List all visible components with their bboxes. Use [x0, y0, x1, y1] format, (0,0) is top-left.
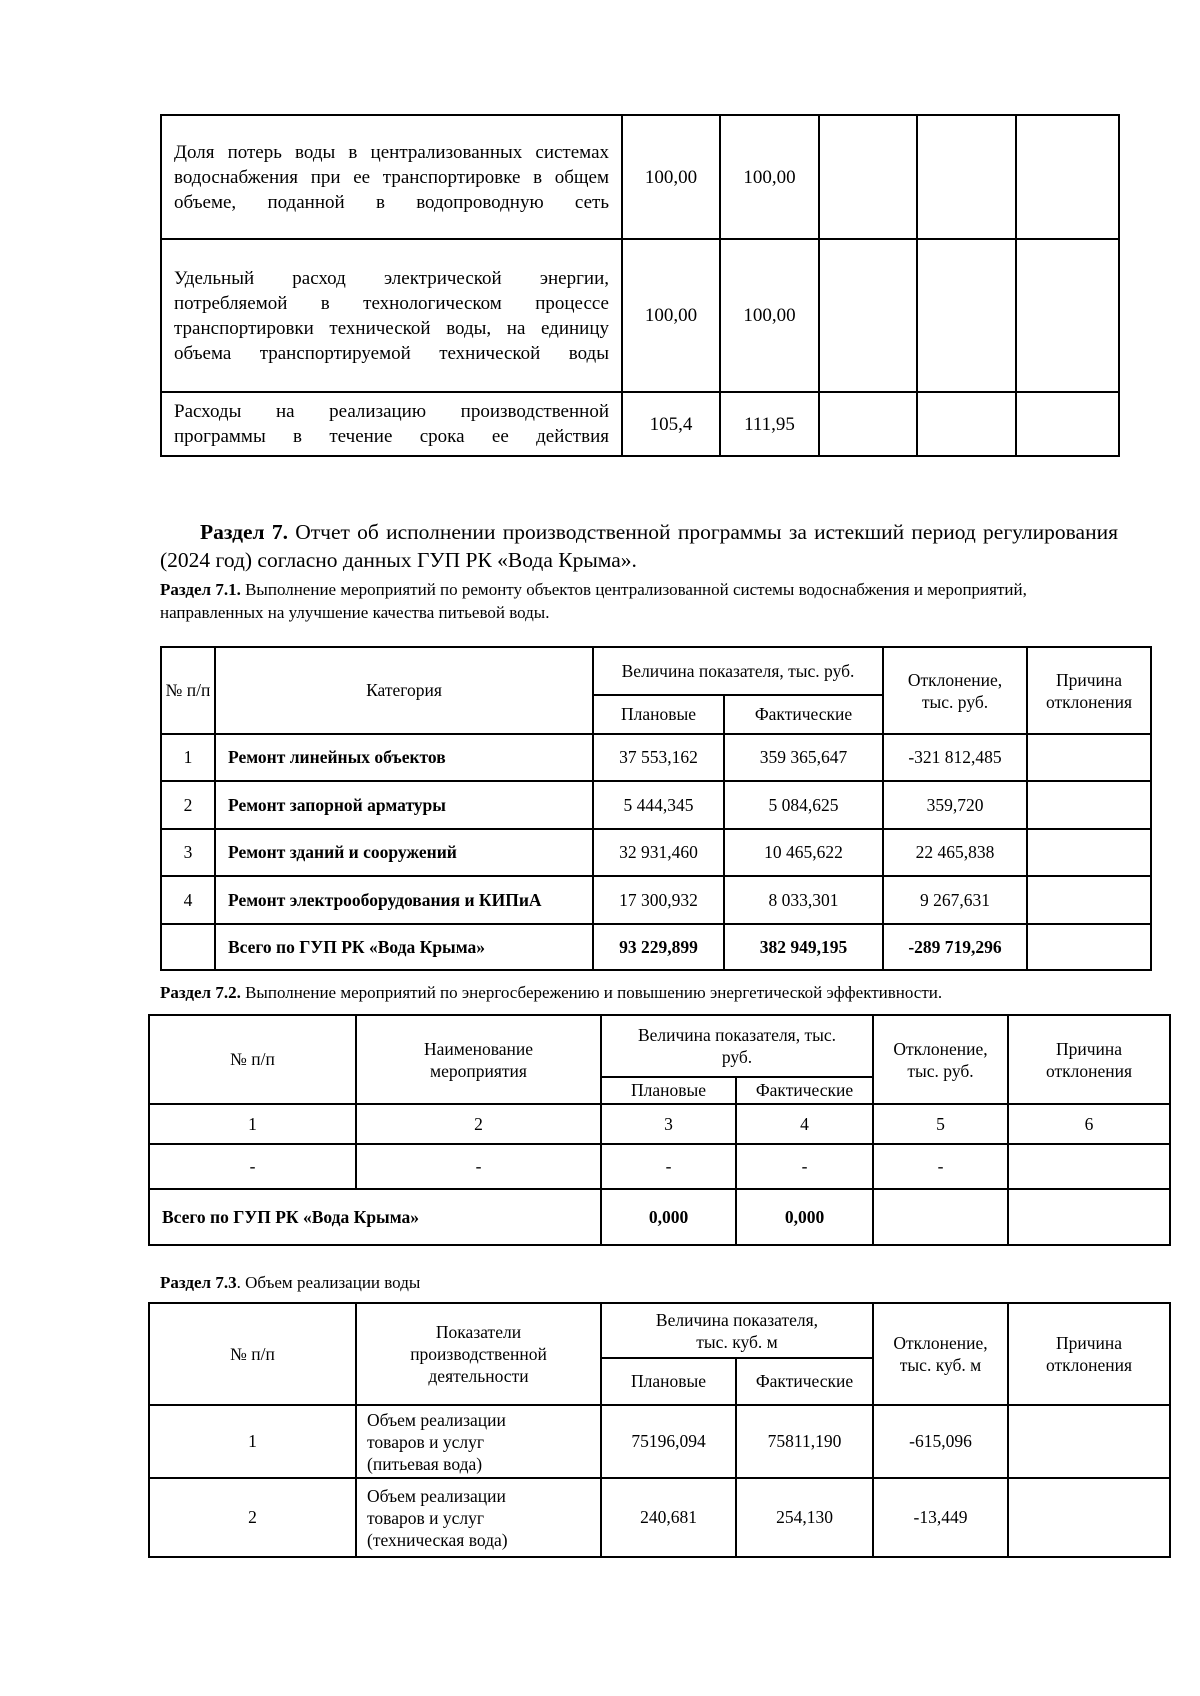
total-planned: 93 229,899	[593, 924, 724, 970]
dash-cell: -	[736, 1144, 873, 1189]
row-category: Ремонт запорной арматуры	[215, 781, 593, 829]
row-actual: 359 365,647	[724, 734, 883, 781]
col-header-planned: Плановые	[601, 1077, 736, 1104]
table-row	[161, 115, 1119, 239]
total-actual: 0,000	[736, 1189, 873, 1245]
section-text: Выполнение мероприятий по энергосбережению и повышению энергетической эффективности.	[240, 983, 943, 1002]
section-7-3-caption	[160, 1273, 420, 1293]
row-reason	[1027, 781, 1151, 829]
col-header-actual: Фактические	[724, 695, 883, 734]
value-cell: 100,00	[720, 239, 819, 392]
row-actual: 254,130	[736, 1478, 873, 1557]
table-row	[161, 876, 1151, 924]
indicator-description: Расходы на реализацию производственной программы в течение срока ее действия	[161, 392, 622, 456]
table-row	[161, 392, 1119, 456]
col-header-deviation: Отклонение, тыс. руб.	[883, 647, 1027, 734]
water-sales-table	[148, 1302, 1171, 1558]
dash-cell: -	[149, 1144, 356, 1189]
empty-cell	[1027, 924, 1151, 970]
column-number-row	[149, 1104, 1170, 1144]
row-planned: 5 444,345	[593, 781, 724, 829]
col-number: 6	[1008, 1104, 1170, 1144]
table-row	[161, 239, 1119, 392]
repair-table	[160, 646, 1152, 971]
section-7-heading	[160, 518, 1118, 574]
col-header-deviation: Отклонение, тыс. руб.	[873, 1015, 1008, 1104]
section-text: . Объем реализации воды	[236, 1273, 421, 1292]
col-header-name: Наименование мероприятия	[356, 1015, 601, 1104]
row-num: 1	[161, 734, 215, 781]
col-number: 4	[736, 1104, 873, 1144]
energy-saving-table	[148, 1014, 1171, 1246]
total-actual: 382 949,195	[724, 924, 883, 970]
col-number: 3	[601, 1104, 736, 1144]
row-deviation: -13,449	[873, 1478, 1008, 1557]
col-header-planned: Плановые	[601, 1358, 736, 1405]
empty-cell	[917, 115, 1016, 239]
row-indicator: Объем реализации товаров и услуг (техническая вода)	[356, 1478, 601, 1557]
table-row	[149, 1144, 1170, 1189]
row-deviation: -321 812,485	[883, 734, 1027, 781]
col-header-value-group: Величина показателя, тыс. руб.	[593, 647, 883, 695]
col-header-num: № п/п	[149, 1015, 356, 1104]
col-header-reason: Причина отклонения	[1008, 1303, 1170, 1405]
empty-cell	[819, 239, 917, 392]
col-header-planned: Плановые	[593, 695, 724, 734]
col-header-reason: Причина отклонения	[1027, 647, 1151, 734]
col-number: 2	[356, 1104, 601, 1144]
row-planned: 17 300,932	[593, 876, 724, 924]
row-num: 2	[149, 1478, 356, 1557]
row-reason	[1027, 829, 1151, 876]
table-row	[161, 734, 1151, 781]
row-planned: 75196,094	[601, 1405, 736, 1478]
top-indicators-table	[160, 114, 1120, 457]
table-row	[149, 1405, 1170, 1478]
row-deviation: 9 267,631	[883, 876, 1027, 924]
empty-cell	[1008, 1189, 1170, 1245]
dash-cell: -	[356, 1144, 601, 1189]
row-category: Ремонт линейных объектов	[215, 734, 593, 781]
section-label: Раздел 7.1.	[160, 580, 241, 599]
total-row	[161, 924, 1151, 970]
col-header-num: № п/п	[161, 647, 215, 734]
row-deviation: 359,720	[883, 781, 1027, 829]
indicator-description: Удельный расход электрической энергии, потребляемой в технологическом процессе транспортировки технической воды, на единицу объема транспортируемой технической воды	[161, 239, 622, 392]
value-cell: 100,00	[720, 115, 819, 239]
empty-cell	[873, 1189, 1008, 1245]
row-num: 1	[149, 1405, 356, 1478]
row-category: Ремонт электрооборудования и КИПиА	[215, 876, 593, 924]
total-label: Всего по ГУП РК «Вода Крыма»	[149, 1189, 601, 1245]
col-header-value-group: Величина показателя, тыс. куб. м	[601, 1303, 873, 1358]
value-cell: 105,4	[622, 392, 720, 456]
col-header-reason: Причина отклонения	[1008, 1015, 1170, 1104]
row-actual: 8 033,301	[724, 876, 883, 924]
table-row	[161, 781, 1151, 829]
header-row	[149, 1303, 1170, 1358]
row-planned: 32 931,460	[593, 829, 724, 876]
row-actual: 5 084,625	[724, 781, 883, 829]
dash-cell	[1008, 1144, 1170, 1189]
table-row	[161, 829, 1151, 876]
section-label: Раздел 7.3	[160, 1273, 237, 1292]
row-deviation: 22 465,838	[883, 829, 1027, 876]
table-row	[149, 1478, 1170, 1557]
row-actual: 75811,190	[736, 1405, 873, 1478]
row-reason	[1027, 734, 1151, 781]
row-planned: 240,681	[601, 1478, 736, 1557]
row-actual: 10 465,622	[724, 829, 883, 876]
row-deviation: -615,096	[873, 1405, 1008, 1478]
col-number: 1	[149, 1104, 356, 1144]
row-num: 2	[161, 781, 215, 829]
row-reason	[1027, 876, 1151, 924]
total-label: Всего по ГУП РК «Вода Крыма»	[215, 924, 593, 970]
empty-cell	[819, 115, 917, 239]
empty-cell	[917, 239, 1016, 392]
value-cell: 111,95	[720, 392, 819, 456]
row-planned: 37 553,162	[593, 734, 724, 781]
empty-cell	[1016, 392, 1119, 456]
col-number: 5	[873, 1104, 1008, 1144]
dash-cell: -	[601, 1144, 736, 1189]
row-num: 3	[161, 829, 215, 876]
empty-cell	[161, 924, 215, 970]
section-7-1-caption	[160, 578, 1118, 624]
row-reason	[1008, 1478, 1170, 1557]
value-cell: 100,00	[622, 239, 720, 392]
dash-cell: -	[873, 1144, 1008, 1189]
row-category: Ремонт зданий и сооружений	[215, 829, 593, 876]
indicator-description: Доля потерь воды в централизованных системах водоснабжения при ее транспортировке в общем объеме, поданной в водопроводную сеть	[161, 115, 622, 239]
total-row	[149, 1189, 1170, 1245]
col-header-actual: Фактические	[736, 1358, 873, 1405]
empty-cell	[819, 392, 917, 456]
header-row	[161, 647, 1151, 695]
empty-cell	[1016, 115, 1119, 239]
section-text: Отчет об исполнении производственной программы за истекший период регулирования (2024 год) согласно данных ГУП РК «Вода Крыма».	[160, 520, 1118, 572]
empty-cell	[1016, 239, 1119, 392]
col-header-category: Категория	[215, 647, 593, 734]
section-text: Выполнение мероприятий по ремонту объектов централизованной системы водоснабжения и мероприятий, направленных на улучшение качества питьевой воды.	[160, 580, 1027, 622]
section-label: Раздел 7.2.	[160, 983, 241, 1002]
header-row	[149, 1015, 1170, 1077]
section-7-2-caption	[160, 983, 942, 1003]
row-num: 4	[161, 876, 215, 924]
row-indicator: Объем реализации товаров и услуг (питьевая вода)	[356, 1405, 601, 1478]
total-deviation: -289 719,296	[883, 924, 1027, 970]
section-label: Раздел 7.	[200, 520, 288, 544]
total-planned: 0,000	[601, 1189, 736, 1245]
col-header-value-group: Величина показателя, тыс. руб.	[601, 1015, 873, 1077]
row-reason	[1008, 1405, 1170, 1478]
value-cell: 100,00	[622, 115, 720, 239]
col-header-indicator: Показатели производственной деятельности	[356, 1303, 601, 1405]
col-header-num: № п/п	[149, 1303, 356, 1405]
col-header-deviation: Отклонение, тыс. куб. м	[873, 1303, 1008, 1405]
col-header-actual: Фактические	[736, 1077, 873, 1104]
empty-cell	[917, 392, 1016, 456]
